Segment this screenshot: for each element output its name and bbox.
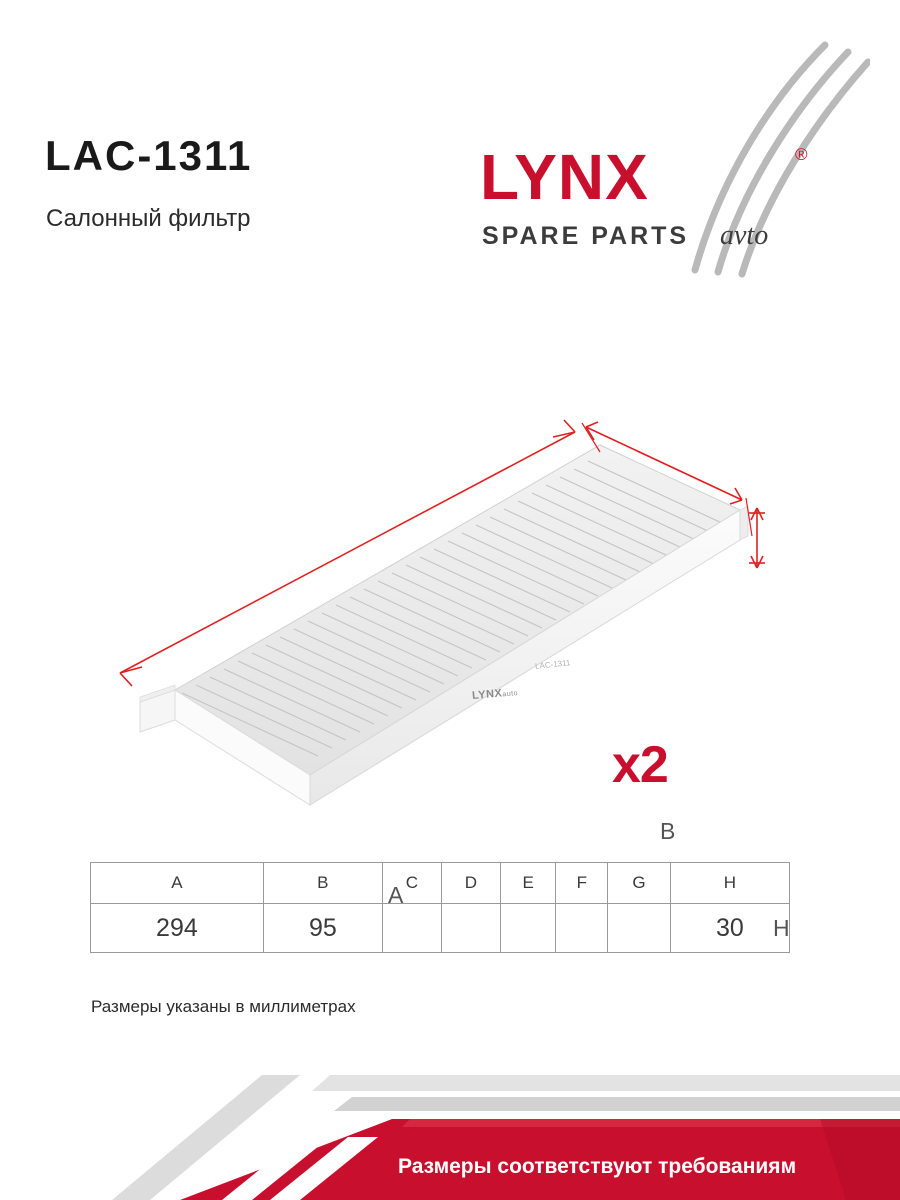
- table-value-cell: 294: [91, 904, 264, 953]
- table-header-cell: D: [441, 863, 500, 904]
- footer-graphic: [0, 1075, 900, 1200]
- brand-auto-word: avto: [720, 220, 769, 251]
- dimensions-table: [90, 862, 790, 953]
- table-value-cell: [382, 904, 441, 953]
- brand-subtitle: SPARE PARTS: [482, 222, 690, 250]
- footer-slogan: Размеры соответствуют требованиям: [398, 1155, 797, 1178]
- table-header-row: [91, 863, 790, 904]
- table-header-cell: F: [556, 863, 608, 904]
- dimension-label-b: B: [660, 818, 676, 844]
- table-row: [91, 904, 790, 953]
- brand-name: LYNX: [480, 141, 649, 213]
- dimension-label-h: H: [773, 915, 790, 941]
- table-header-cell: A: [91, 863, 264, 904]
- product-print-logo-name: LYNX: [471, 687, 503, 702]
- filter-drawing: [0, 390, 900, 840]
- table-value-cell: 95: [263, 904, 382, 953]
- product-print-code: LAC-1311: [534, 658, 571, 671]
- part-number: LAC-1311: [45, 132, 253, 179]
- footer-banner: [0, 1075, 900, 1200]
- table-header-cell: E: [500, 863, 555, 904]
- brand-logo: [470, 40, 870, 280]
- table-header-cell: B: [263, 863, 382, 904]
- table-value-cell: [608, 904, 671, 953]
- table-value-cell: [556, 904, 608, 953]
- table-value-cell: [500, 904, 555, 953]
- product-print-logo-suffix: auto: [502, 690, 519, 699]
- part-title: Салонный фильтр: [46, 205, 251, 232]
- quantity-badge: x2: [612, 736, 668, 794]
- table-header-cell: H: [670, 863, 789, 904]
- units-note: Размеры указаны в миллиметрах: [91, 997, 356, 1016]
- table-header-cell: G: [608, 863, 671, 904]
- registered-mark: ®: [795, 145, 808, 164]
- page-header: [0, 0, 900, 300]
- table-value-cell: 30: [670, 904, 789, 953]
- table-value-cell: [441, 904, 500, 953]
- dimension-label-a: A: [388, 882, 404, 908]
- table-header-cell: C: [382, 863, 441, 904]
